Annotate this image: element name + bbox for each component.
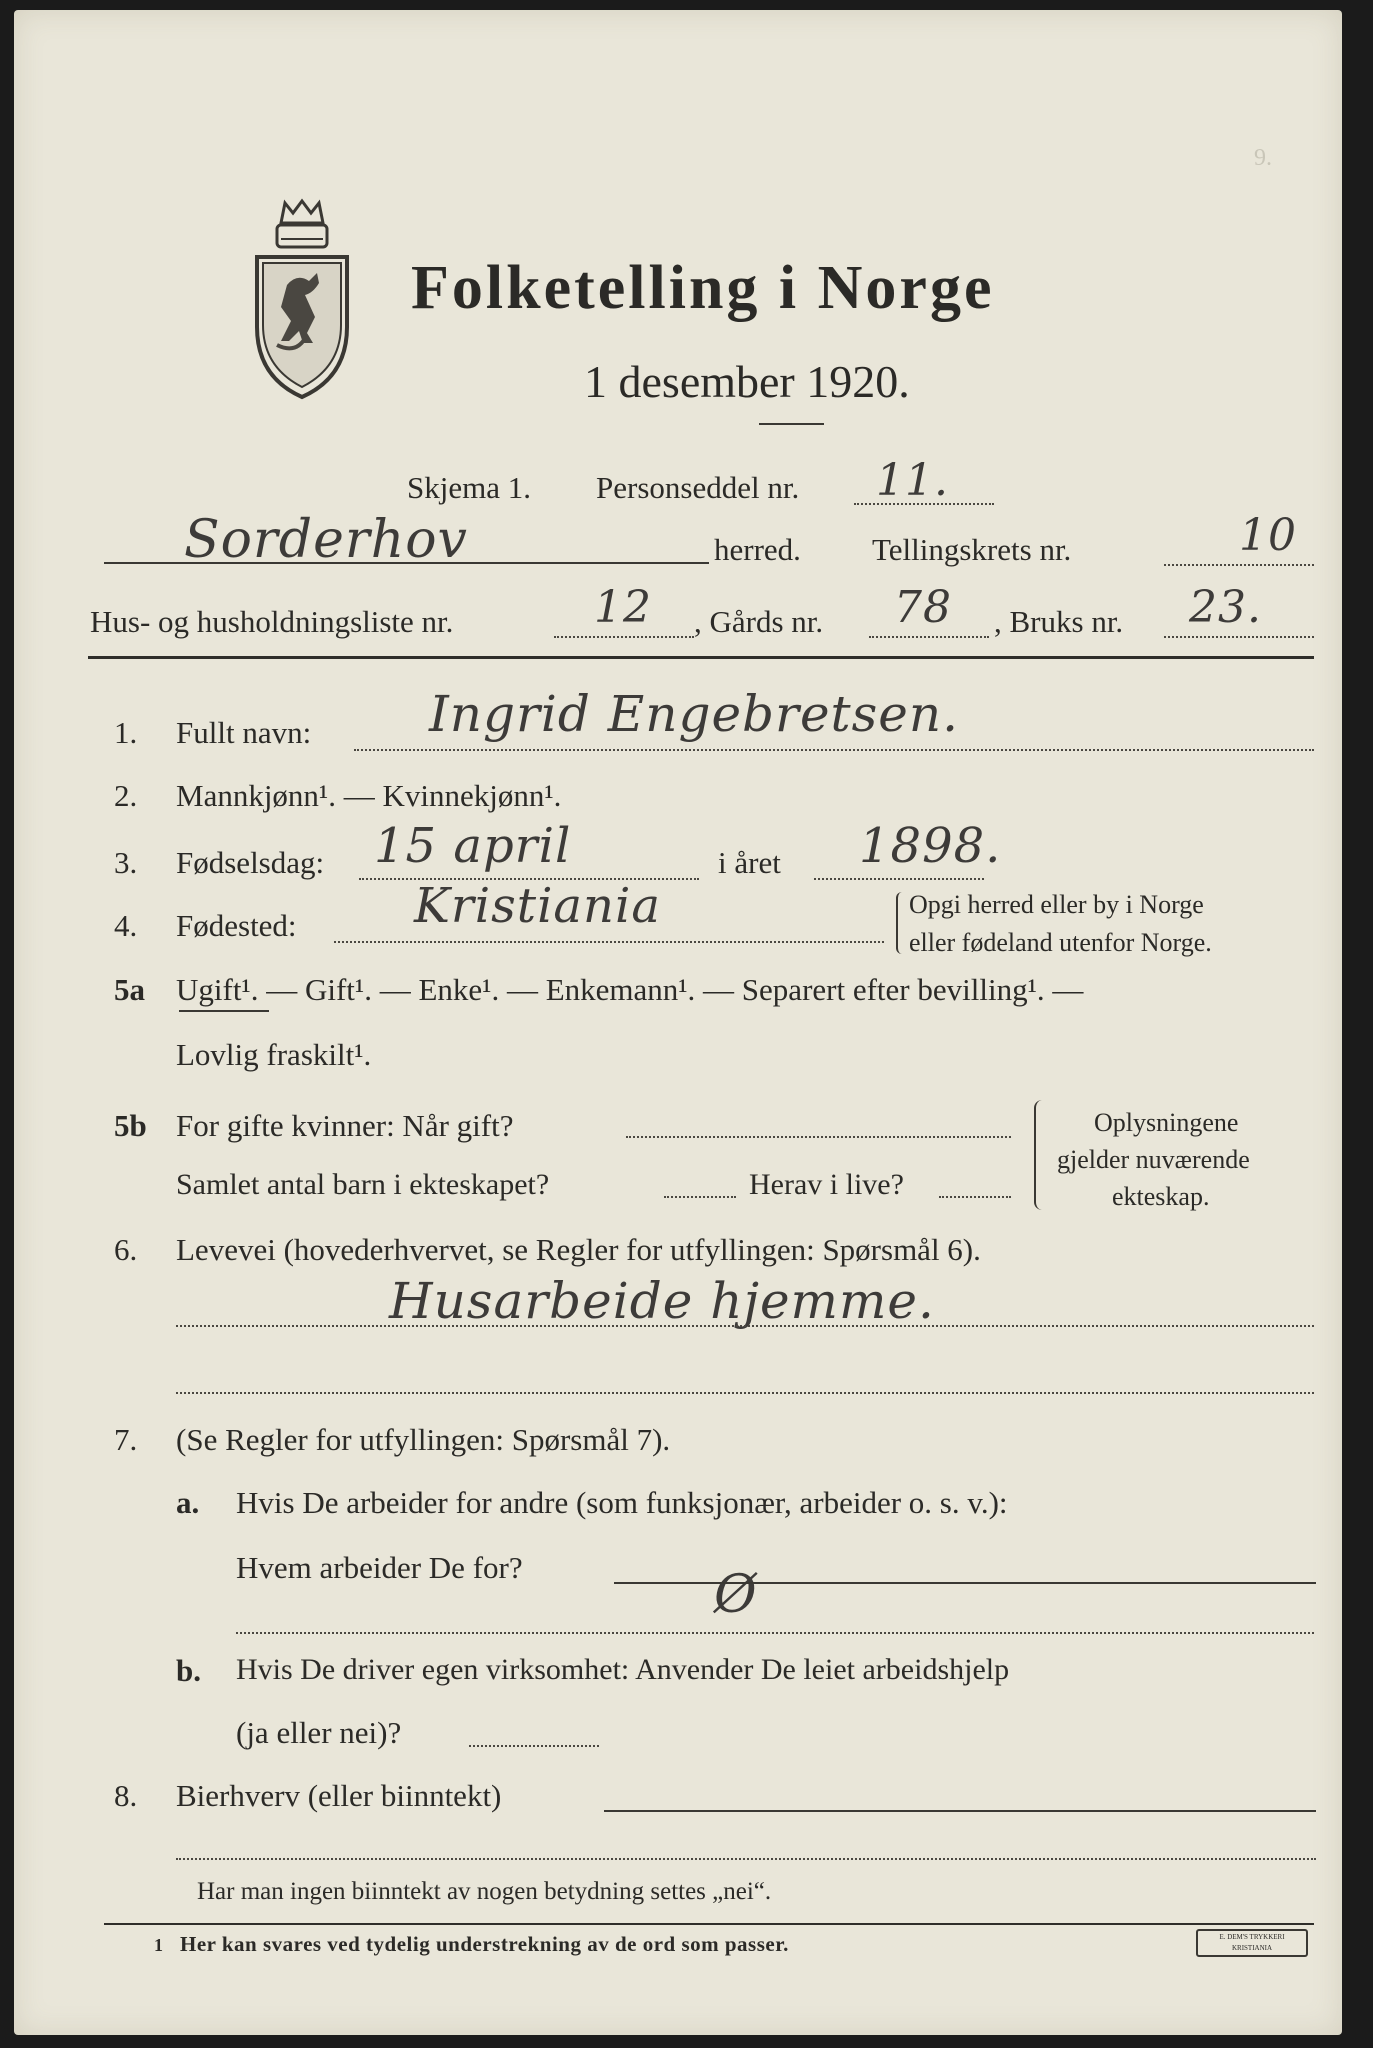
bruks-value: 23. [1189,582,1262,633]
q3-year-value: 1898. [859,818,1002,874]
q5b-children-line [664,1196,736,1198]
q3-value: 15 april [374,818,572,874]
q3-label: Fødselsdag: [176,845,325,880]
census-form-page [14,10,1342,2035]
q6-number: 6. [114,1232,138,1267]
gards-line [869,636,989,638]
form-title: Folketelling i Norge [411,254,995,322]
husliste-label: Hus- og husholdningsliste nr. [90,604,454,639]
printer-stamp [1196,1929,1308,1957]
q7a-line1: Hvis De arbeider for andre (som funksjonær, arbeider o. s. v.): [236,1485,1008,1520]
bruks-line [1164,636,1314,638]
q5b-line2b: Herav i live? [749,1168,904,1201]
q7-number: 7. [114,1422,138,1457]
bleed-through-text: 9. [1254,145,1272,171]
gards-label: , Gårds nr. [694,604,824,639]
q5a-underline-ugift [179,1010,269,1012]
personseddel-value: 11. [876,455,949,506]
q3-number: 3. [114,845,138,880]
q4-value: Kristiania [414,878,661,934]
q7a-line2: Hvem arbeider De for? [236,1550,523,1585]
q6-value: Husarbeide hjemme. [389,1272,935,1330]
gards-value: 78 [894,582,952,633]
footnote-rule [104,1923,1314,1925]
skjema-label: Skjema 1. [407,470,531,505]
q7a-line-a [614,1582,1316,1584]
q1-number: 1. [114,715,138,750]
q7b-line1: Hvis De driver egen virksomhet: Anvender De leiet arbeidshjelp [236,1653,1010,1686]
q4-line [334,941,884,943]
q5b-number: 5b [114,1108,147,1143]
herred-label: herred. [714,532,801,567]
q8-line-2 [176,1858,1316,1860]
q2-label: Mannkjønn¹. — Kvinnekjønn¹. [176,778,562,813]
coat-of-arms-icon [247,195,357,400]
q5a-number: 5a [114,972,145,1007]
q7b-line [469,1745,599,1747]
herred-underline [104,562,709,564]
q5b-alive-line [939,1196,1011,1198]
q4-note-1: Opgi herred eller by i Norge [909,890,1204,919]
q5a-line1: Ugift¹. — Gift¹. — Enke¹. — Enkemann¹. — Separert efter bevilling¹. — [176,972,1084,1007]
q5b-line1: For gifte kvinner: Når gift? [176,1108,514,1143]
tellingskrets-line [1164,564,1314,566]
title-divider [759,423,824,425]
q7a-number: a. [176,1485,200,1520]
q6-label: Levevei (hovederhvervet, se Regler for utfyllingen: Spørsmål 6). [176,1232,981,1267]
q7b-line2: (ja eller nei)? [236,1715,402,1750]
q5a-line2: Lovlig fraskilt¹. [176,1037,372,1072]
husliste-line [554,636,694,638]
q8-number: 8. [114,1778,138,1813]
q3-year-label: i året [718,845,781,880]
q8-label: Bierhverv (eller biinntekt) [176,1778,502,1813]
q4-note-2: eller fødeland utenfor Norge. [909,928,1212,957]
q7b-number: b. [176,1653,201,1688]
tellingskrets-value: 10 [1239,510,1297,561]
q8-note: Har man ingen biinntekt av nogen betydning settes „nei“. [197,1878,772,1905]
husliste-value: 12 [594,582,652,633]
q5b-note-2: gjelder nuværende [1057,1145,1250,1174]
footnote-text: Her kan svares ved tydelig understrekning av de ord som passer. [180,1932,789,1956]
herred-value: Sorderhov [184,510,468,570]
q7-label: (Se Regler for utfyllingen: Spørsmål 7). [176,1422,671,1457]
q6-line-2 [176,1392,1314,1394]
census-date: 1 desember 1920. [584,356,910,407]
q2-number: 2. [114,778,138,813]
bruks-label: , Bruks nr. [994,604,1124,639]
q3-year-line [814,878,984,880]
q1-line [354,749,1314,751]
tellingskrets-label: Tellingskrets nr. [872,532,1072,567]
q8-line-1 [604,1810,1316,1812]
q4-note-brace [896,892,904,954]
q4-label: Fødested: [176,908,297,943]
q7a-line-b [236,1632,1314,1634]
q5b-line2a: Samlet antal barn i ekteskapet? [176,1168,550,1201]
q1-value: Ingrid Engebretsen. [429,685,959,743]
personseddel-line [854,503,994,505]
footnote-marker: 1 [154,1935,163,1955]
q7a-value: Ø [714,1565,758,1625]
personseddel-label: Personseddel nr. [596,470,800,505]
q5b-note-3: ekteskap. [1112,1182,1210,1211]
q6-line-1 [176,1325,1314,1327]
q5b-note-brace [1034,1100,1044,1210]
q4-number: 4. [114,908,138,943]
q5b-note-1: Oplysningene [1094,1108,1239,1137]
q5b-when-line [626,1136,1011,1138]
printer-stamp-text: E. DEM'S TRYKKERI KRISTIANIA [1219,1933,1285,1952]
header-rule [88,656,1314,659]
q1-label: Fullt navn: [176,715,312,750]
